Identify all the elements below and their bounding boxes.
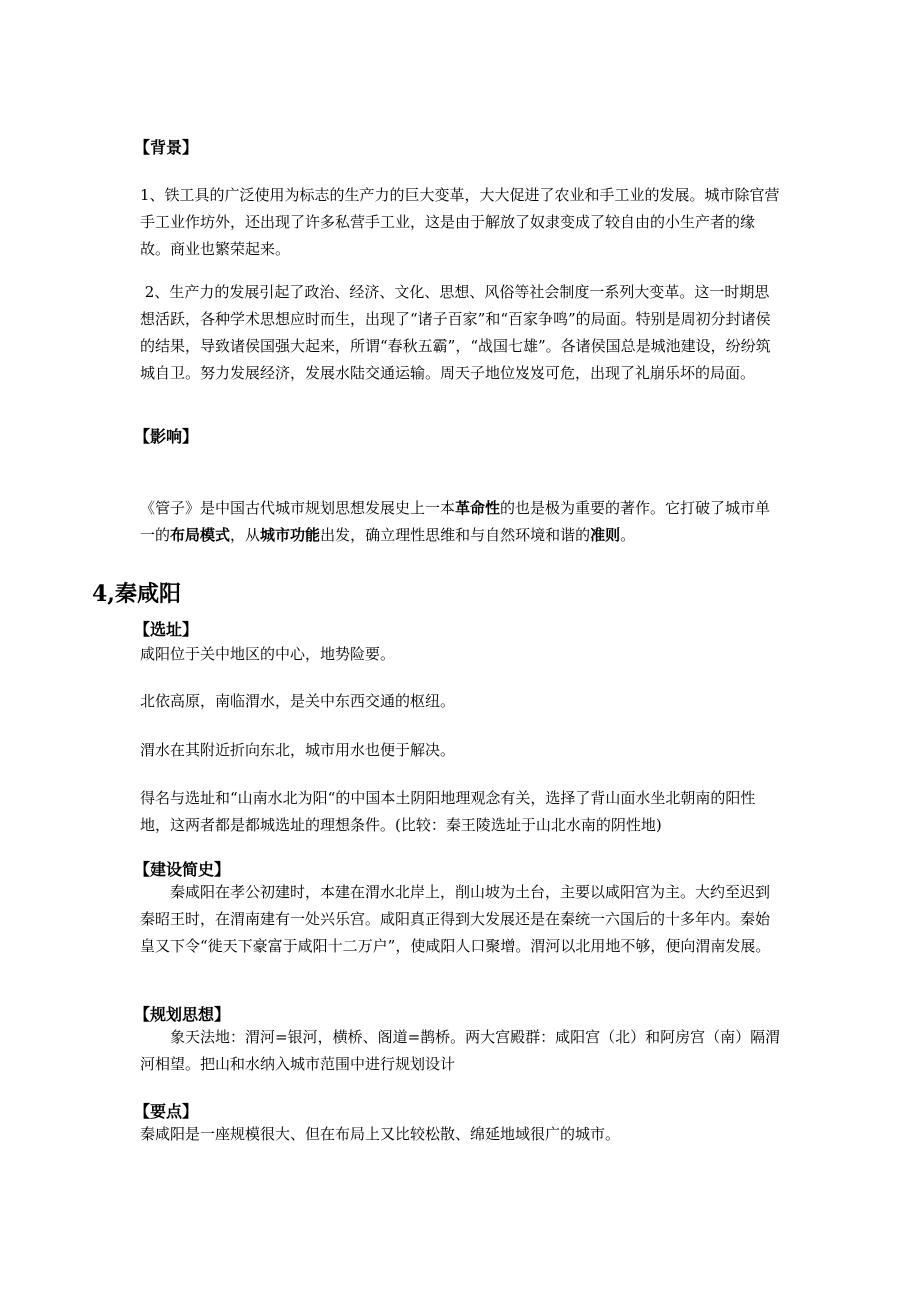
bold-term-city-function: 城市功能: [260, 526, 321, 544]
bold-term-layout-mode: 布局模式: [170, 526, 231, 544]
heading-background: 【背景】: [134, 138, 199, 157]
influence-text-2: 的也是极为重要的著作。它打破了城市单一的: [140, 499, 771, 544]
site-line-3: 渭水在其附近折向东北，城市用水也便于解决。: [140, 741, 456, 759]
site-line-1: 咸阳位于关中地区的中心，地势险要。: [140, 645, 396, 663]
influence-text-4: 出发，确立理性思维和与自然环境和谐的: [320, 526, 591, 544]
construction-history-paragraph: 秦咸阳在孝公初建时，本建在渭水北岸上，削山坡为土台，主要以咸阳宫为主。大约至迟到秦昭王时，在渭南建有一处兴乐宫。咸阳真正得到大发展还是在秦统一六国后的十多年内。秦始皇又下令“徙天下豪富于咸阳十二万户”，使咸阳人口聚增。渭河以北用地不够，便向渭南发展。: [140, 883, 771, 955]
heading-key-points: 【要点】: [134, 1102, 199, 1121]
background-paragraph-1: 1、铁工具的广泛使用为标志的生产力的巨大变革，大大促进了农业和手工业的发展。城市除官营手工业作坊外，还出现了许多私营手工业，这是由于解放了奴隶变成了较自由的小生产者的缘故。商业也繁荣起来。: [140, 186, 780, 258]
section-title-qin-xianyang: 4,秦咸阳: [92, 581, 181, 607]
influence-text-1: 《管子》是中国古代城市规划思想发展史上一本: [140, 499, 456, 517]
key-points-paragraph: 秦咸阳是一座规模很大、但在布局上又比较松散、绵延地域很广的城市。: [140, 1125, 621, 1143]
background-paragraph-2: 2、生产力的发展引起了政治、经济、文化、思想、风俗等社会制度一系列大变革。这一时期思想活跃，各种学术思想应时而生，出现了“诸子百家”和“百家争鸣”的局面。特别是周初分封诸侯的结果，导致诸侯国强大起来，所谓“春秋五霸”，“战国七雄”。各诸侯国总是城池建设，纷纷筑城自卫。努力发展经济，发展水陆交通运输。周天子地位岌岌可危，出现了礼崩乐坏的局面。: [140, 283, 771, 382]
influence-paragraph: [140, 495, 782, 549]
heading-site-selection: 【选址】: [134, 620, 199, 639]
bold-term-principle: 准则: [590, 526, 621, 544]
site-line-4: 得名与选址和“山南水北为阳“的中国本土阴阳地理观念有关，选择了背山面水坐北朝南的阳性地，这两者都是都城选址的理想条件。(比较：秦王陵选址于山北水南的阴性地): [140, 789, 756, 834]
planning-thought-paragraph: 象天法地：渭河=银河，横桥、阁道=鹊桥。两大宫殿群：咸阳宫（北）和阿房宫（南）隔渭河相望。把山和水纳入城市范围中进行规划设计: [140, 1028, 781, 1073]
influence-text-3: ，从: [230, 526, 261, 544]
heading-planning-thought: 【规划思想】: [134, 1005, 231, 1024]
heading-construction-history: 【建设简史】: [134, 860, 231, 879]
influence-text-5: 。: [620, 526, 636, 544]
site-line-2: 北依高原，南临渭水，是关中东西交通的枢纽。: [140, 692, 456, 710]
bold-term-revolutionary: 革命性: [455, 499, 501, 517]
heading-influence: 【影响】: [134, 427, 199, 446]
